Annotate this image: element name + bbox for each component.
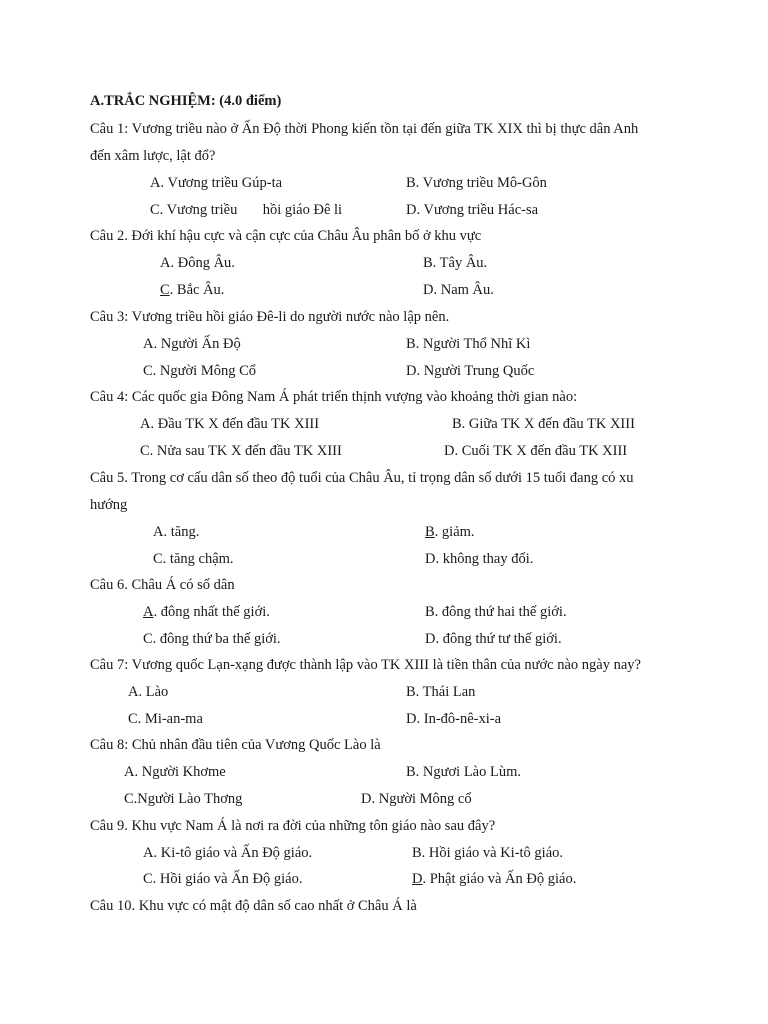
question-4-option-c: C. Nửa sau TK X đến đầu TK XIII: [140, 443, 342, 459]
question-8-option-a: A. Người Khơme: [124, 764, 226, 780]
question-9-text: Câu 9. Khu vực Nam Á là nơi ra đời của những tôn giáo nào sau đây?: [90, 818, 496, 834]
question-7-option-c: C. Mi-an-ma: [128, 711, 203, 727]
answer-marker: D: [412, 871, 423, 887]
question-1-text-cont: đến xâm lược, lật đổ?: [90, 148, 216, 164]
question-10-text: Câu 10. Khu vực có mật độ dân số cao nhất ở Châu Á là: [90, 898, 417, 914]
question-2-option-d: D. Nam Âu.: [423, 282, 494, 298]
question-6-option-b: B. đông thứ hai thế giới.: [425, 604, 567, 620]
question-5-option-b: B. giảm.: [425, 524, 475, 540]
question-5-text: Câu 5. Trong cơ cấu dân số theo độ tuổi của Châu Âu, tỉ trọng dân số dưới 15 tuổi đang có xu: [90, 470, 634, 486]
question-8-option-d: D. Người Mông cổ: [361, 791, 472, 807]
question-4-option-b: B. Giữa TK X đến đầu TK XIII: [452, 416, 635, 432]
answer-marker: B: [425, 524, 435, 540]
question-3-option-b: B. Người Thổ Nhĩ Kì: [406, 336, 531, 352]
question-4-option-d: D. Cuối TK X đến đầu TK XIII: [444, 443, 628, 459]
question-1-text: Câu 1: Vương triều nào ở Ấn Độ thời Phong kiến tồn tại đến giữa TK XIX thì bị thực dân Anh: [90, 121, 639, 137]
question-7-option-d: D. In-đô-nê-xi-a: [406, 711, 502, 727]
question-1-option-c: C. Vương triều hồi giáo Đê li: [150, 202, 343, 218]
question-9-option-b: B. Hồi giáo và Ki-tô giáo.: [412, 845, 564, 861]
question-6-option-c: C. đông thứ ba thế giới.: [143, 631, 281, 647]
section-title: A.TRẮC NGHIỆM: (4.0 điểm): [90, 93, 282, 109]
question-1-option-d: D. Vương triều Hác-sa: [406, 202, 539, 218]
question-4-option-a: A. Đầu TK X đến đầu TK XIII: [140, 416, 320, 432]
question-8-option-c: C.Người Lào Thơng: [124, 791, 243, 807]
answer-marker: A: [143, 604, 154, 620]
question-3-option-d: D. Người Trung Quốc: [406, 363, 535, 379]
question-5-option-c: C. tăng chậm.: [153, 551, 234, 567]
question-8-option-b: B. Ngươi Lào Lùm.: [406, 764, 522, 780]
question-8-text: Câu 8: Chủ nhân đầu tiên của Vương Quốc Lào là: [90, 737, 381, 753]
question-2-option-a: A. Đông Âu.: [160, 255, 235, 271]
question-6-option-d: D. đông thứ tư thế giới.: [425, 631, 562, 647]
question-9-option-c: C. Hồi giáo và Ấn Độ giáo.: [143, 871, 303, 887]
question-7-text: Câu 7: Vương quốc Lạn-xạng được thành lập vào TK XIII là tiền thân của nước nào ngày nay?: [90, 657, 641, 673]
question-5-text-cont: hướng: [90, 497, 128, 513]
question-4-text: Câu 4: Các quốc gia Đông Nam Á phát triển thịnh vượng vào khoảng thời gian nào:: [90, 389, 578, 405]
question-5-option-a: A. tăng.: [153, 524, 200, 540]
question-3-option-c: C. Người Mông Cổ: [143, 363, 257, 379]
question-7-option-a: A. Lào: [128, 684, 169, 700]
question-3-text: Câu 3: Vương triều hồi giáo Đê-li do người nước nào lập nên.: [90, 309, 450, 325]
question-1-option-a: A. Vương triều Gúp-ta: [150, 175, 283, 191]
question-2-option-b: B. Tây Âu.: [423, 255, 488, 271]
question-3-option-a: A. Người Ấn Độ: [143, 336, 241, 352]
question-7-option-b: B. Thái Lan: [406, 684, 476, 700]
question-6-text: Câu 6. Châu Á có số dân: [90, 577, 235, 593]
question-5-option-d: D. không thay đổi.: [425, 551, 534, 567]
answer-marker: C: [160, 282, 170, 298]
question-9-option-d: D. Phật giáo và Ấn Độ giáo.: [412, 871, 577, 887]
question-2-option-c: C. Bắc Âu.: [160, 282, 225, 298]
question-6-option-a: A. đông nhất thế giới.: [143, 604, 270, 620]
question-9-option-a: A. Ki-tô giáo và Ấn Độ giáo.: [143, 845, 313, 861]
question-2-text: Câu 2. Đới khí hậu cực và cận cực của Châu Âu phân bố ở khu vực: [90, 228, 482, 244]
question-1-option-b: B. Vương triều Mô-Gôn: [406, 175, 547, 191]
